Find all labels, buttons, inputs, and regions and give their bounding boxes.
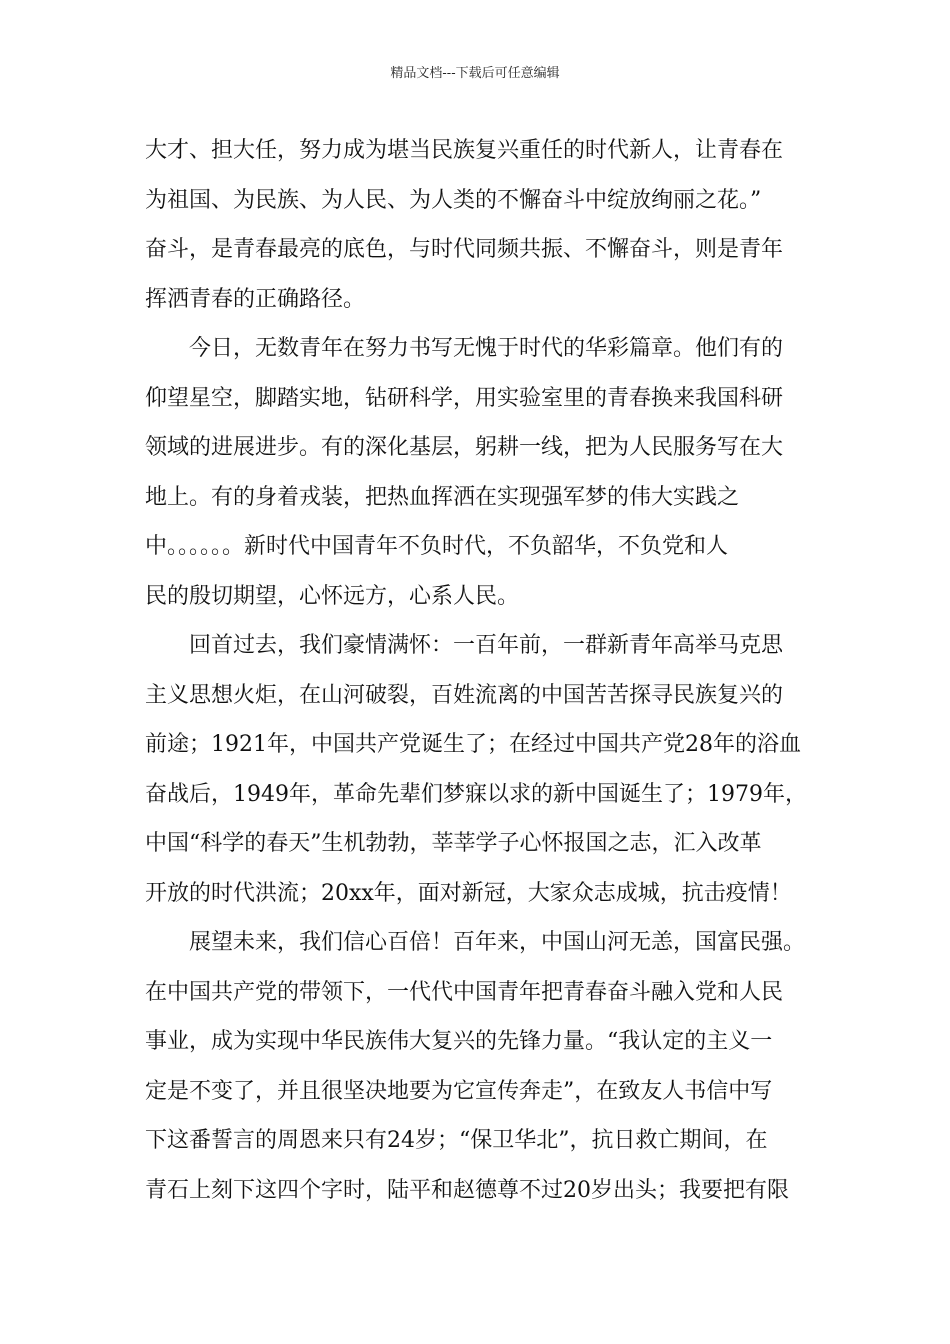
text-line: 前途；1921年，中国共产党诞生了；在经过中国共产党28年的浴血 (145, 732, 801, 757)
paragraph-first-line: 今日，无数青年在努力书写无愧于时代的华彩篇章。他们有的 (189, 336, 784, 361)
text-line: 下这番誓言的周恩来只有24岁；“保卫华北”，抗日救亡期间，在 (145, 1128, 768, 1153)
page-header: 精品文档---下载后可任意编辑 (390, 66, 560, 81)
text-line: 主义思想火炬，在山河破裂，百姓流离的中国苦苦探寻民族复兴的 (145, 682, 784, 708)
text-line: 事业，成为实现中华民族伟大复兴的先锋力量。“我认定的主义一 (145, 1029, 773, 1054)
text-line: 大才、担大任，努力成为堪当民族复兴重任的时代新人，让青春在 (145, 138, 784, 163)
text-line: 仰望星空，脚踏实地，钻研科学，用实验室里的青春换来我国科研 (145, 385, 784, 411)
text-line: 领域的进展进步。有的深化基层，躬耕一线，把为人民服务写在大 (145, 435, 784, 460)
text-line: 开放的时代洪流；20xx年，面对新冠，大家众志成城，抗击疫情！ (145, 880, 792, 906)
text-line: 地上。有的身着戎装，把热血挥洒在实现强军梦的伟大实践之 (145, 484, 740, 510)
paragraph-first-line: 回首过去，我们豪情满怀：一百年前，一群新青年高举马克思 (189, 633, 784, 658)
text-line: 挥洒青春的正确路径。 (145, 286, 366, 312)
text-line: 在中国共产党的带领下，一代代中国青年把青春奋斗融入党和人民 (145, 979, 784, 1005)
text-line: 奋斗，是青春最亮的底色，与时代同频共振、不懈奋斗，则是青年 (145, 237, 784, 262)
text-line: 奋战后，1949年，革命先辈们梦寐以求的新中国诞生了；1979年， (145, 781, 807, 807)
text-line: 民的殷切期望，心怀远方，心系人民。 (145, 583, 520, 609)
text-line: 中。。。。。。新时代中国青年不负时代，不负韶华，不负党和人 (145, 534, 729, 559)
text-line: 为祖国、为民族、为人民、为人类的不懈奋斗中绽放绚丽之花。” (145, 187, 762, 213)
document-body (145, 126, 815, 1215)
text-line: 青石上刻下这四个字时，陆平和赵德尊不过20岁出头；我要把有限 (145, 1177, 789, 1203)
paragraph-first-line: 展望未来，我们信心百倍！百年来，中国山河无恙，国富民强。 (189, 930, 806, 955)
text-line: 中国“科学的春天”生机勃勃，莘莘学子心怀报国之志，汇入改革 (145, 831, 762, 856)
text-line: 定是不变了，并且很坚决地要为它宣传奔走”，在致友人书信中写 (145, 1078, 773, 1104)
